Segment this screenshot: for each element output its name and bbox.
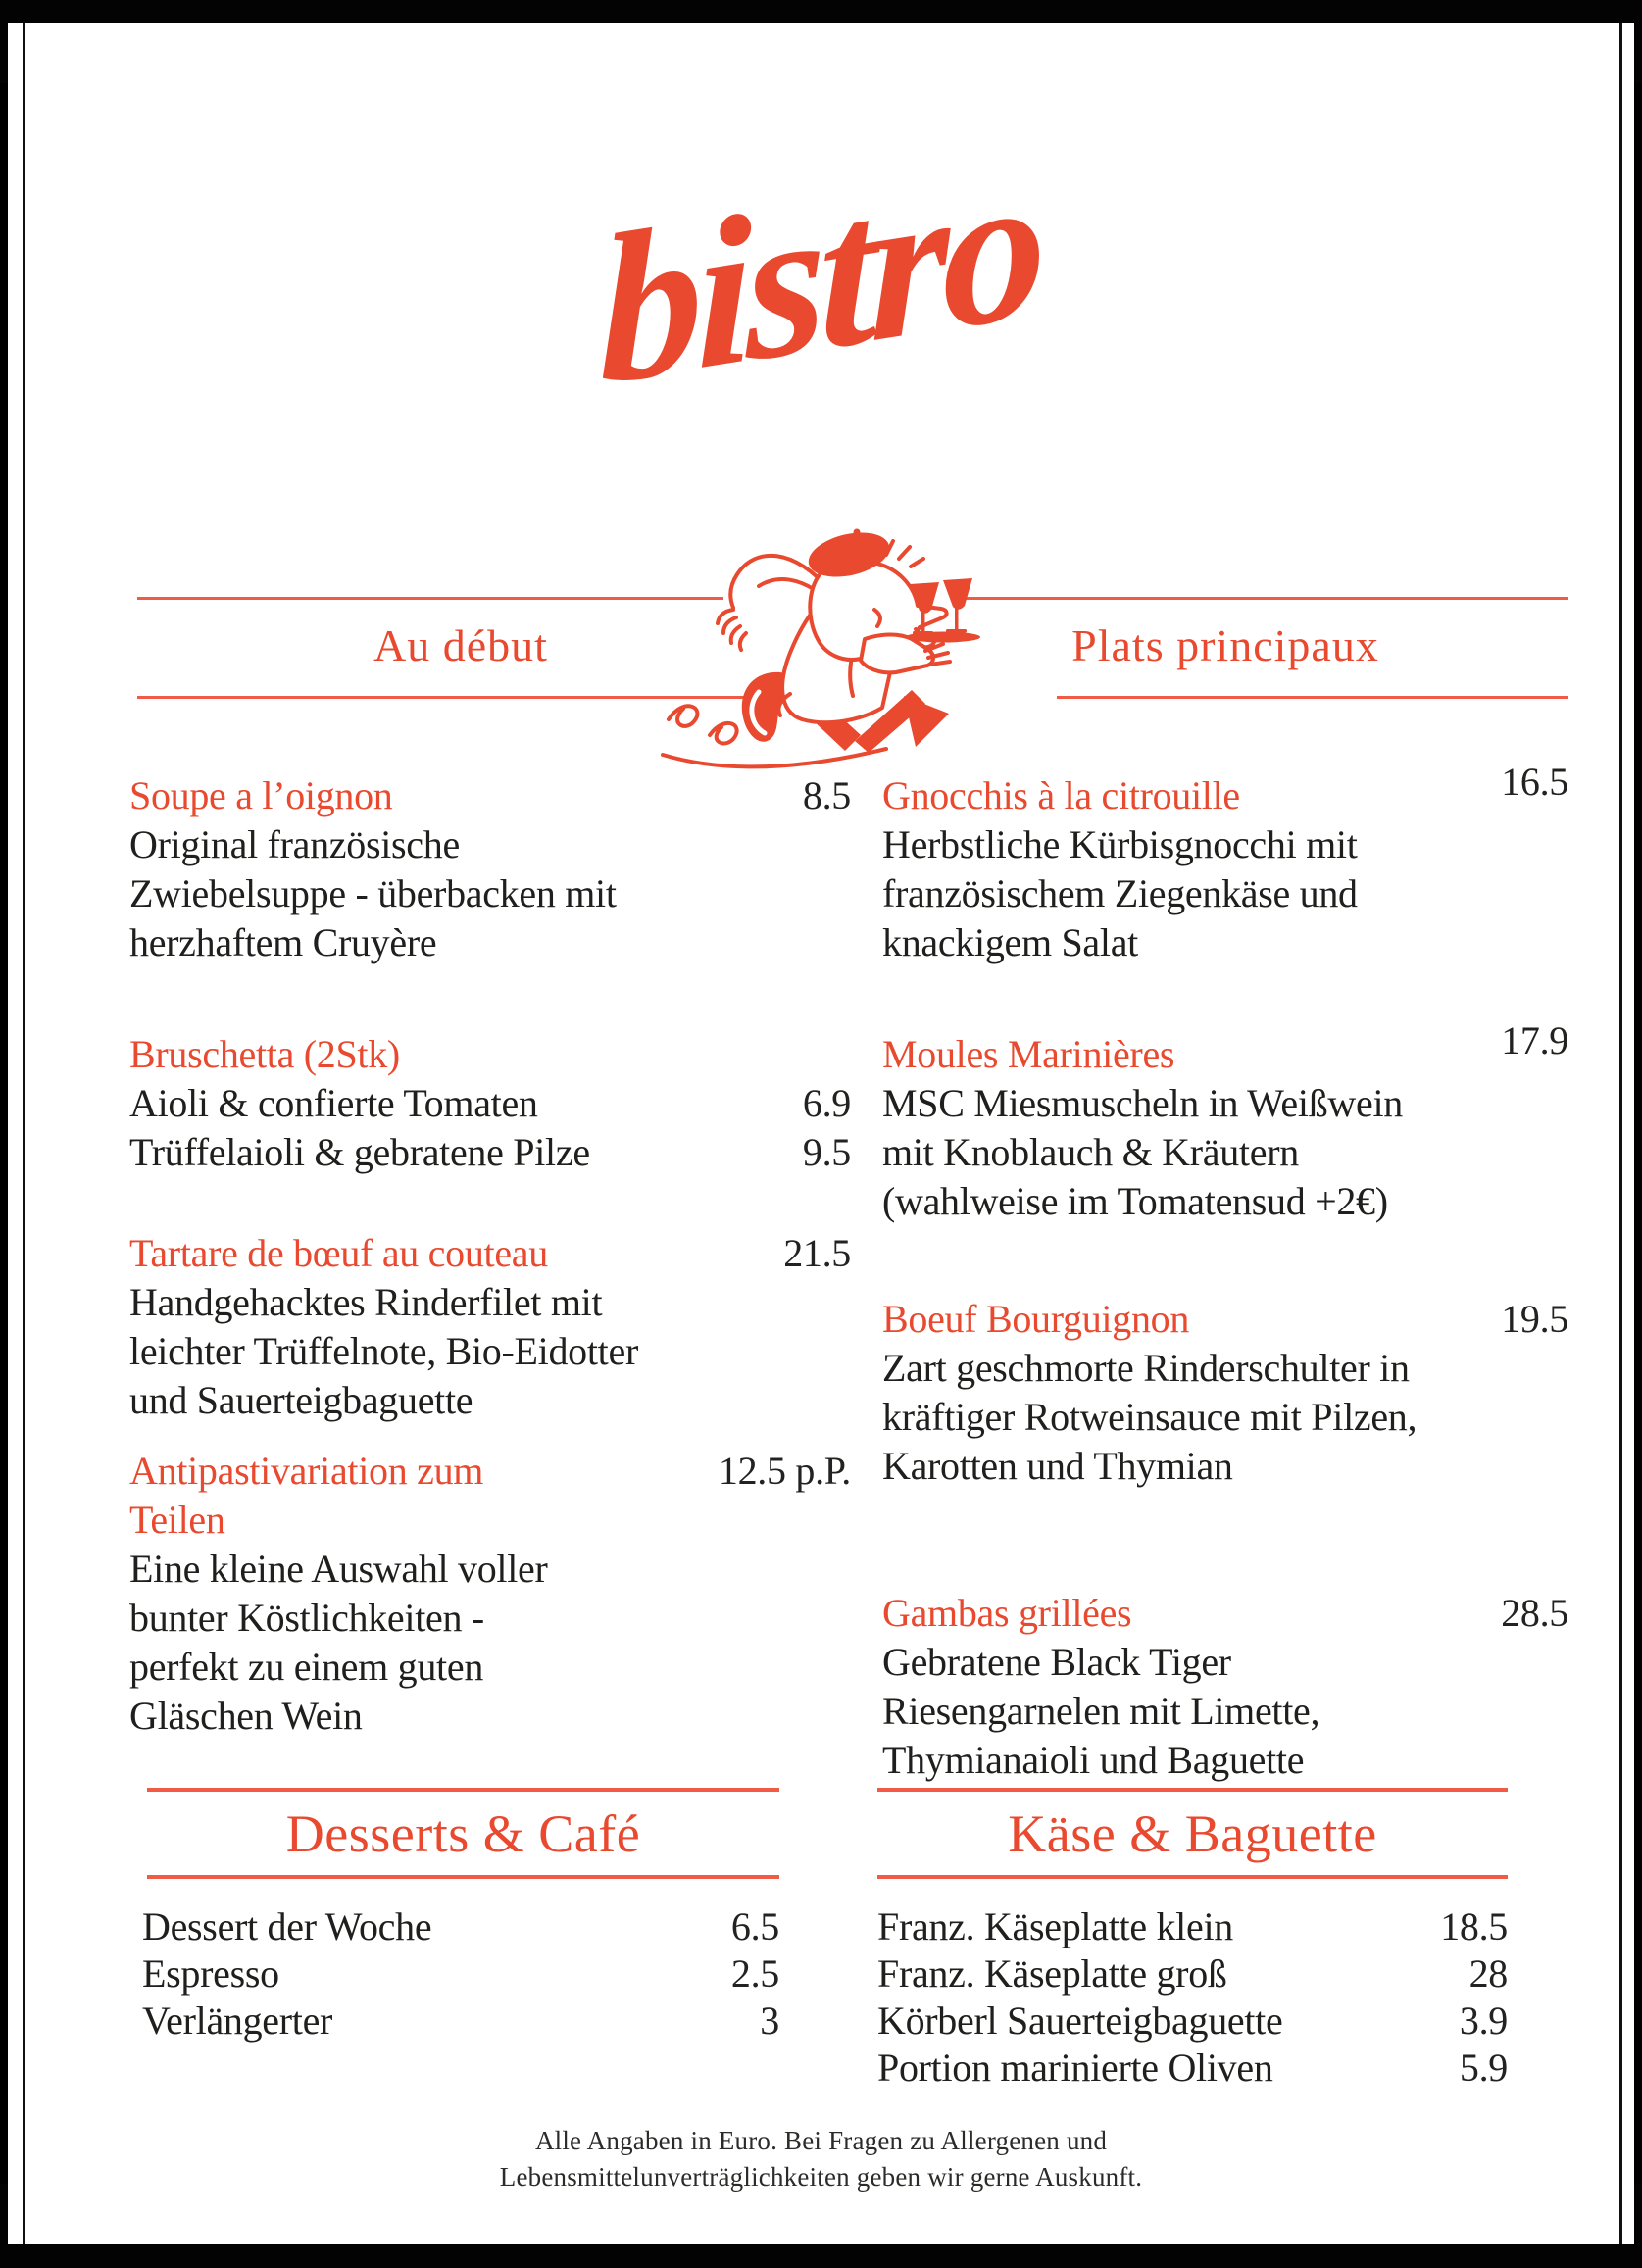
item-desc-line: und Sauerteigbaguette — [129, 1378, 473, 1422]
variant-label: Aioli & confierte Tomaten — [129, 1081, 538, 1125]
item-price: 16.5 — [1501, 760, 1568, 804]
allergen-note-line2: Lebensmittelunverträglichkeiten geben wir gerne Auskunft. — [499, 2162, 1143, 2192]
item-desc-line: mit Knoblauch & Kräutern — [882, 1130, 1299, 1174]
variant-label: Trüffelaioli & gebratene Pilze — [129, 1130, 590, 1174]
item-desc-line: Handgehacktes Rinderfilet mit — [129, 1280, 603, 1324]
list-item — [142, 1997, 779, 2048]
item-label: Espresso — [142, 1951, 279, 1996]
allergen-note-line1: Alle Angaben in Euro. Bei Fragen zu Allergenen und — [534, 2126, 1108, 2155]
item-desc-line: Riesengarnelen mit Limette, — [882, 1689, 1320, 1733]
desserts-list — [142, 0, 779, 2268]
item-desc-line: (wahlweise im Tomatensud +2€) — [882, 1179, 1388, 1223]
item-price: 3.9 — [1459, 1998, 1508, 2043]
item-name: Boeuf Bourguignon — [882, 1297, 1190, 1341]
beret-stem — [854, 529, 861, 536]
item-price: 18.5 — [1440, 1904, 1508, 1948]
frame-corner-top-right — [1634, 23, 1642, 83]
item-price: 28 — [1468, 1951, 1508, 1996]
variant-price: 9.5 — [802, 1130, 851, 1174]
list-item — [142, 1903, 779, 1954]
item-label: Dessert der Woche — [142, 1904, 432, 1948]
item-desc-line: perfekt zu einem guten — [129, 1645, 484, 1689]
item-price: 17.9 — [1501, 1018, 1568, 1062]
item-label: Portion marinierte Oliven — [877, 2046, 1273, 2090]
item-desc-line: herzhaftem Cruyère — [129, 920, 437, 964]
item-price: 8.5 — [802, 773, 851, 817]
item-desc-line: Gebratene Black Tiger — [882, 1640, 1231, 1684]
cheese-list — [877, 0, 1508, 2268]
frame-rule-left — [23, 23, 25, 2244]
item-desc-line: Zwiebelsuppe - überbacken mit — [129, 871, 617, 915]
item-price: 2.5 — [730, 1951, 779, 1996]
item-desc-line: MSC Miesmuscheln in Weißwein — [882, 1081, 1403, 1125]
item-desc-line: Original französische — [129, 822, 460, 866]
section-title-mains: Plats principaux — [1071, 620, 1379, 670]
item-desc-line: Thymianaioli und Baguette — [882, 1738, 1305, 1782]
item-name: Gnocchis à la citrouille — [882, 773, 1240, 817]
item-name: Gambas grillées — [882, 1591, 1132, 1635]
list-item — [877, 1997, 1508, 2048]
item-price: 3 — [760, 1998, 779, 2043]
list-item — [877, 1950, 1508, 2001]
item-desc-line: leichter Trüffelnote, Bio-Eidotter — [129, 1329, 638, 1373]
item-name: Moules Marinières — [882, 1032, 1175, 1076]
item-label: Franz. Käseplatte klein — [877, 1904, 1233, 1948]
list-item — [877, 1903, 1508, 1954]
list-item — [142, 1950, 779, 2001]
item-name: Bruschetta (2Stk) — [129, 1032, 400, 1076]
item-label: Körberl Sauerteigbaguette — [877, 1998, 1283, 2043]
item-name: Teilen — [129, 1498, 225, 1542]
frame-corner-top-left — [0, 23, 8, 83]
section-title-desserts: Desserts & Café — [285, 1804, 641, 1863]
item-price: 6.5 — [730, 1904, 779, 1948]
list-item — [877, 2045, 1508, 2095]
item-label: Franz. Käseplatte groß — [877, 1951, 1227, 1996]
item-desc-line: Gläschen Wein — [129, 1694, 363, 1738]
item-desc-line: Zart geschmorte Rinderschulter in — [882, 1346, 1410, 1390]
item-desc-line: kräftiger Rotweinsauce mit Pilzen, — [882, 1395, 1418, 1439]
bistro-logo: bistro — [596, 123, 1041, 430]
item-price: 12.5 p.P. — [718, 1449, 851, 1493]
item-desc-line: knackigem Salat — [882, 920, 1138, 964]
section-title-starters: Au début — [373, 620, 548, 670]
variant-price: 6.9 — [802, 1081, 851, 1125]
item-name: Soupe a l’oignon — [129, 773, 393, 817]
item-desc-line: französischem Ziegenkäse und — [882, 871, 1358, 915]
item-name: Tartare de bœuf au couteau — [129, 1231, 548, 1275]
item-price: 19.5 — [1501, 1297, 1568, 1341]
item-name: Antipastivariation zum — [129, 1449, 484, 1493]
item-label: Verlängerter — [142, 1998, 333, 2043]
section-title-cheese: Käse & Baguette — [1008, 1804, 1377, 1863]
item-desc-line: Herbstliche Kürbisgnocchi mit — [882, 822, 1358, 866]
item-desc-line: bunter Köstlichkeiten - — [129, 1596, 484, 1640]
item-desc-line: Karotten und Thymian — [882, 1444, 1233, 1488]
item-desc-line: Eine kleine Auswahl voller — [129, 1547, 548, 1591]
allergen-note — [0, 2123, 1642, 2195]
item-price: 28.5 — [1501, 1591, 1568, 1635]
frame-rule-right — [1619, 23, 1622, 2244]
item-price: 21.5 — [783, 1231, 851, 1275]
item-price: 5.9 — [1459, 2046, 1508, 2090]
